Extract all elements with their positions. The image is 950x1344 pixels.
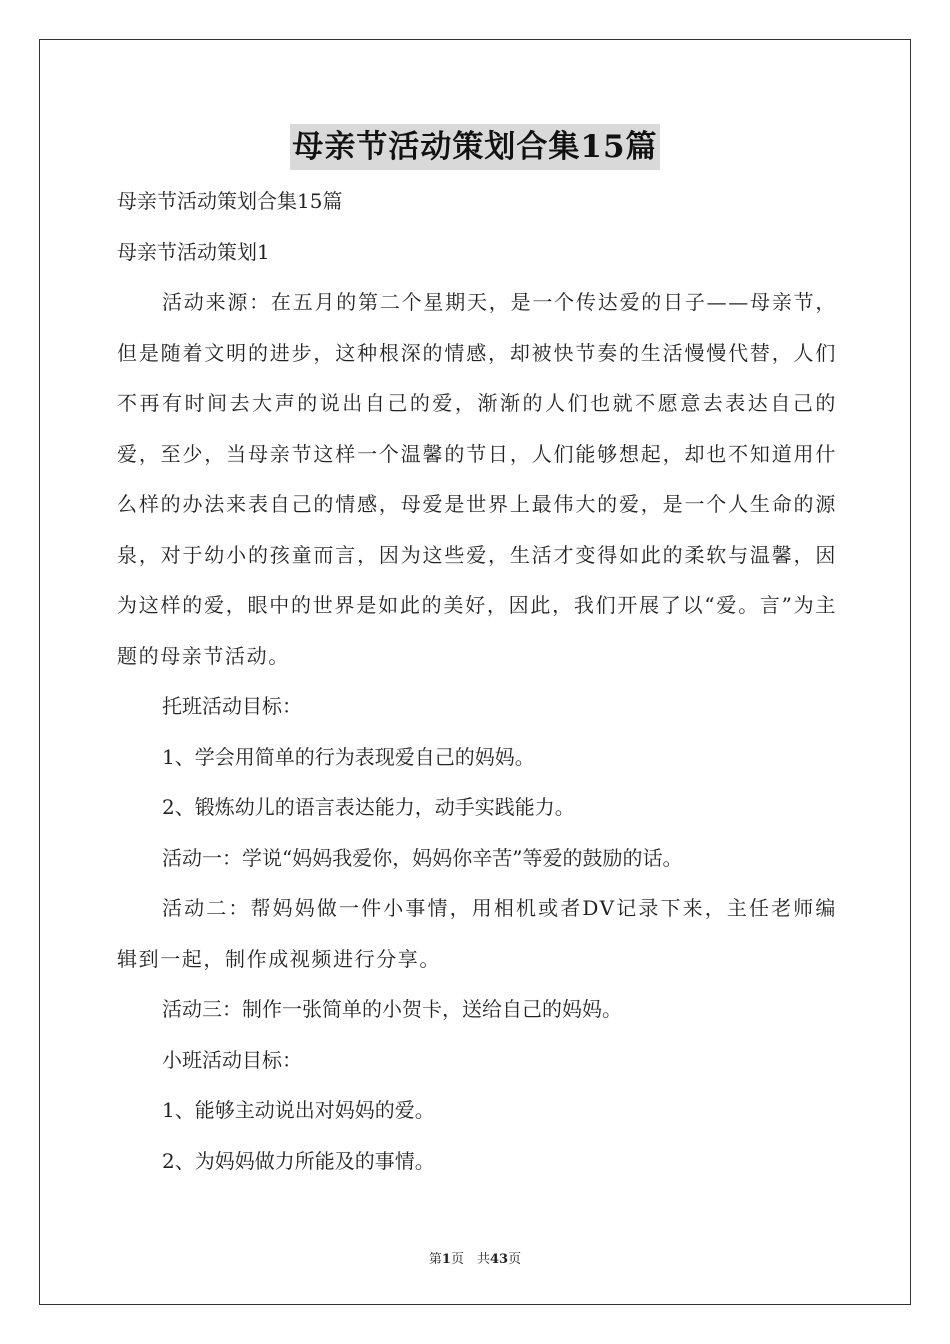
paragraph: 小班活动目标： (162, 1047, 302, 1072)
page-suffix: 页 (508, 1252, 522, 1267)
paragraph: 活动一：学说“妈妈我爱你，妈妈你辛苦”等爱的鼓励的话。 (162, 845, 683, 870)
intro-paragraph: 活动来源：在五月的第二个星期天，是一个传达爱的日子——母亲节，但是随着文明的进步，这种根深的情感，却被快节奏的生活慢慢代替，人们不再有时间去大声的说出自己的爱，渐渐的人们也就不愿意去表达自己的爱，至少，当母亲节这样一个温馨的节日，人们能够想起，却也不知道用什么样的办法来表自己的情感，母爱是世界上最伟大的爱，是一个人生命的源泉，对于幼小的孩童而言，因为这些爱，生活才变得如此的柔软与温馨，因为这样的爱，眼中的世界是如此的美好，因此，我们开展了以“爱。言”为主题的母亲节活动。 (117, 290, 837, 668)
paragraph: 1、学会用简单的行为表现爱自己的妈妈。 (162, 744, 535, 769)
total-pages: 43 (489, 1252, 509, 1267)
section-heading: 母亲节活动策划1 (117, 239, 270, 264)
title-wrap (0, 124, 950, 170)
paragraph: 1、能够主动说出对妈妈的爱。 (162, 1098, 435, 1122)
page-prefix: 第 (428, 1252, 442, 1267)
page-mid: 页 共 (450, 1252, 490, 1267)
document-title: 母亲节活动策划合集15篇 (290, 124, 659, 170)
paragraph: 活动三：制作一张简单的小贺卡，送给自己的妈妈。 (162, 997, 622, 1021)
subtitle: 母亲节活动策划合集15篇 (117, 189, 343, 213)
paragraph: 托班活动目标： (162, 694, 302, 718)
paragraph: 2、锻炼幼儿的语言表达能力，动手实践能力。 (162, 795, 575, 819)
document-body (117, 176, 837, 1186)
page-number: 1 (441, 1252, 451, 1267)
page-footer (0, 1248, 950, 1267)
activity-two-paragraph: 活动二：帮妈妈做一件小事情，用相机或者DV记录下来，主任老师编辑到一起，制作成视频进行分享。 (117, 896, 837, 971)
paragraph: 2、为妈妈做力所能及的事情。 (162, 1148, 435, 1173)
